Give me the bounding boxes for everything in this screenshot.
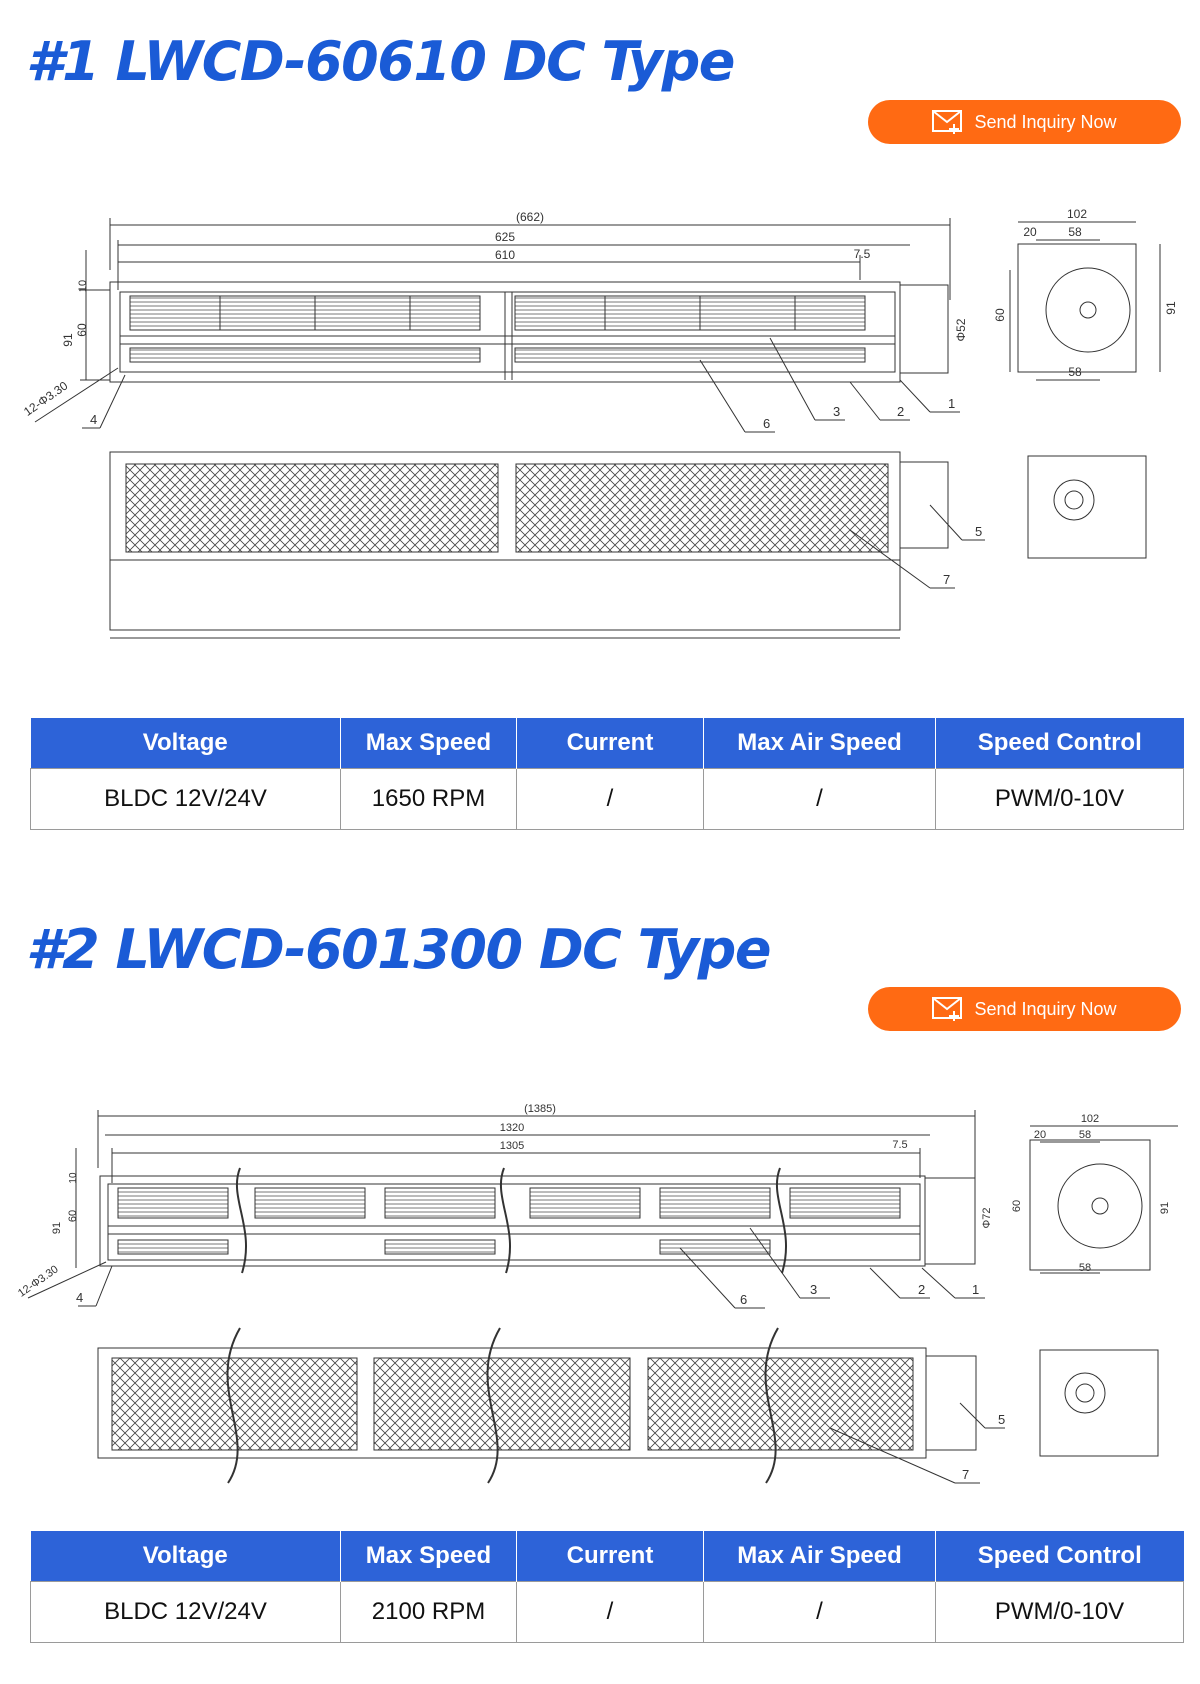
callout-7: 7 xyxy=(962,1467,970,1482)
header-max-speed: Max Speed xyxy=(341,1531,517,1582)
callout-2: 2 xyxy=(918,1282,926,1297)
dim-height-total: 91 xyxy=(61,333,75,347)
product-title-2: #2 LWCD-601300 DC Type xyxy=(26,918,770,981)
technical-drawing-2 xyxy=(0,1098,1200,1578)
envelope-icon xyxy=(932,108,964,136)
value-current: / xyxy=(517,769,704,830)
dim-side-inner: 58 xyxy=(1078,1129,1092,1141)
spec-table-1 xyxy=(30,718,1184,830)
dim-height-inner: 60 xyxy=(75,323,89,337)
spec-header-row xyxy=(31,718,1184,769)
header-voltage: Voltage xyxy=(31,718,341,769)
product-title-1: #1 LWCD-60610 DC Type xyxy=(26,30,734,93)
dim-length-a: 625 xyxy=(494,230,516,244)
header-max-air-speed: Max Air Speed xyxy=(704,1531,936,1582)
spec-header-row xyxy=(31,1531,1184,1582)
callout-4: 4 xyxy=(76,1290,84,1305)
dim-side-width: 102 xyxy=(1066,207,1088,221)
dim-side-bottom: 58 xyxy=(1068,365,1082,379)
dim-holes: 12-Φ3.30 xyxy=(15,1263,61,1300)
header-max-air-speed: Max Air Speed xyxy=(704,718,936,769)
value-speed-control: PWM/0-10V xyxy=(936,769,1184,830)
callout-4: 4 xyxy=(90,412,98,427)
callout-5: 5 xyxy=(975,524,983,539)
dim-top-gap: 10 xyxy=(68,1172,79,1184)
dim-motor-dia: Φ52 xyxy=(954,318,968,342)
callout-3: 3 xyxy=(833,404,841,419)
dim-side-height: 91 xyxy=(1164,301,1178,315)
send-inquiry-label: Send Inquiry Now xyxy=(974,111,1117,132)
header-current: Current xyxy=(517,1531,704,1582)
dim-overall: (662) xyxy=(515,210,545,224)
product-section-2 xyxy=(0,888,1200,1684)
dim-holes: 12-Φ3.30 xyxy=(21,378,71,419)
send-inquiry-button-1[interactable] xyxy=(868,100,1181,144)
callout-6: 6 xyxy=(763,416,771,431)
callout-2: 2 xyxy=(897,404,905,419)
dim-offset: 7.5 xyxy=(892,1139,908,1151)
technical-drawing-1 xyxy=(0,200,1200,680)
value-voltage: BLDC 12V/24V xyxy=(31,1582,341,1643)
callout-7: 7 xyxy=(943,572,951,587)
callout-3: 3 xyxy=(810,1282,818,1297)
callout-1: 1 xyxy=(948,396,956,411)
send-inquiry-label: Send Inquiry Now xyxy=(974,998,1117,1019)
dim-height-inner: 60 xyxy=(67,1209,79,1223)
header-speed-control: Speed Control xyxy=(936,718,1184,769)
dim-side-width: 102 xyxy=(1080,1113,1100,1125)
dim-side-height: 91 xyxy=(1159,1201,1171,1215)
spec-value-row xyxy=(31,769,1184,830)
callout-1: 1 xyxy=(972,1282,980,1297)
spec-table-2 xyxy=(30,1531,1184,1643)
dim-length-b: 1305 xyxy=(499,1140,525,1152)
dim-side-inner-h: 60 xyxy=(1011,1199,1023,1213)
dim-overall: (1385) xyxy=(524,1103,556,1115)
dim-side-inner: 58 xyxy=(1068,225,1082,239)
header-max-speed: Max Speed xyxy=(341,718,517,769)
dim-offset: 7.5 xyxy=(853,247,871,261)
value-max-air-speed: / xyxy=(704,1582,936,1643)
send-inquiry-button-2[interactable] xyxy=(868,987,1181,1031)
product-section-1 xyxy=(0,0,1200,830)
value-max-speed: 2100 RPM xyxy=(341,1582,517,1643)
dim-length-a: 1320 xyxy=(499,1122,525,1134)
dim-side-inner-h: 60 xyxy=(993,308,1007,322)
callout-5: 5 xyxy=(998,1412,1006,1427)
dim-side-edge: 20 xyxy=(1023,225,1037,239)
value-current: / xyxy=(517,1582,704,1643)
value-speed-control: PWM/0-10V xyxy=(936,1582,1184,1643)
spec-value-row xyxy=(31,1582,1184,1643)
callout-6: 6 xyxy=(740,1292,748,1307)
value-max-speed: 1650 RPM xyxy=(341,769,517,830)
dim-side-bottom: 58 xyxy=(1078,1262,1092,1274)
header-current: Current xyxy=(517,718,704,769)
envelope-icon xyxy=(932,995,964,1023)
dim-top-gap: 10 xyxy=(77,279,89,293)
dim-length-b: 610 xyxy=(494,248,516,262)
dim-motor-dia: Φ72 xyxy=(981,1207,993,1229)
dim-side-edge: 20 xyxy=(1033,1129,1047,1141)
header-speed-control: Speed Control xyxy=(936,1531,1184,1582)
header-voltage: Voltage xyxy=(31,1531,341,1582)
dim-height-total: 91 xyxy=(51,1221,63,1235)
value-voltage: BLDC 12V/24V xyxy=(31,769,341,830)
value-max-air-speed: / xyxy=(704,769,936,830)
